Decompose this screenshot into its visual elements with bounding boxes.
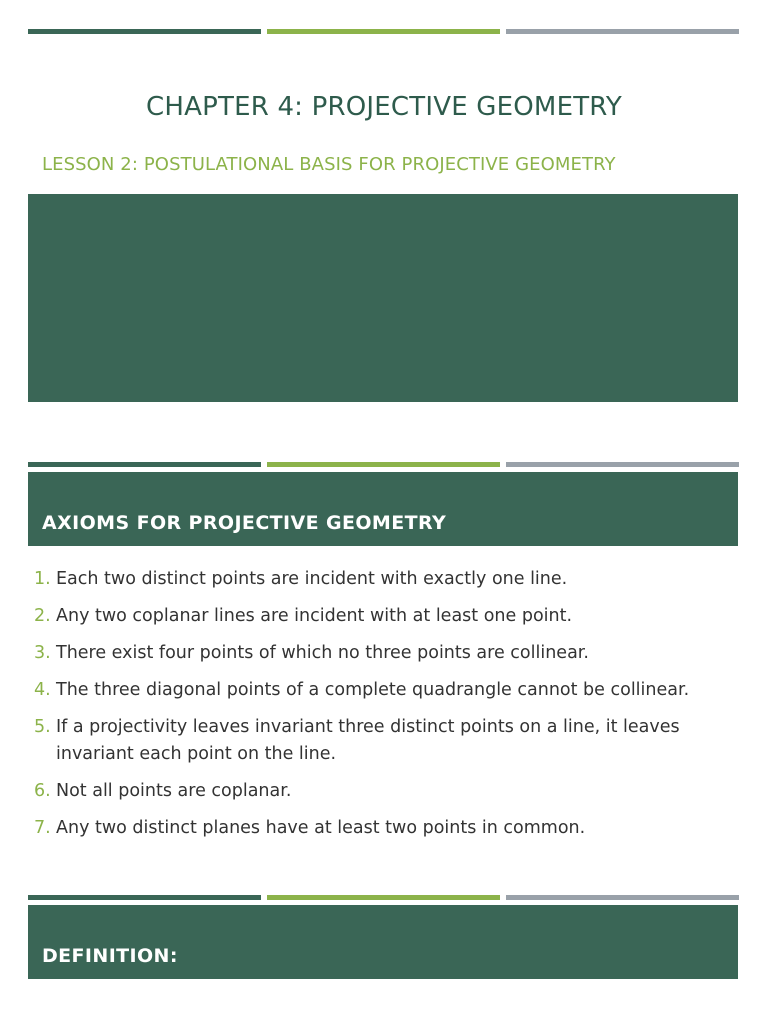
axioms-header-bar [28, 472, 738, 546]
slide-subtitle: LESSON 2: POSTULATIONAL BASIS FOR PROJECTIVE GEOMETRY [42, 154, 616, 175]
item-number: 1. [34, 569, 51, 589]
list-item [34, 778, 734, 805]
list-item [34, 677, 734, 704]
item-number: 3. [34, 643, 51, 663]
item-text: The three diagonal points of a complete quadrangle cannot be collinear. [56, 680, 690, 700]
item-text: Any two coplanar lines are incident with at least one point. [56, 606, 573, 626]
list-item [34, 566, 734, 593]
section-stripe-gray [506, 462, 739, 467]
section-stripe-green [267, 462, 500, 467]
item-text: If a projectivity leaves invariant three distinct points on a line, it leaves invariant each point on the line. [56, 717, 680, 764]
item-number: 5. [34, 717, 51, 737]
item-number: 2. [34, 606, 51, 626]
item-text: Each two distinct points are incident with exactly one line. [56, 569, 568, 589]
item-text: Any two distinct planes have at least two points in common. [56, 818, 586, 838]
definition-stripe-gray [506, 895, 739, 900]
definition-stripe-dark [28, 895, 261, 900]
slide-title: CHAPTER 4: PROJECTIVE GEOMETRY [146, 92, 622, 122]
definition-header-bar [28, 905, 738, 979]
list-item [34, 714, 734, 768]
item-number: 4. [34, 680, 51, 700]
list-item [34, 603, 734, 630]
top-stripe-green [267, 29, 500, 34]
axioms-list [34, 566, 734, 852]
list-item [34, 640, 734, 667]
top-stripe-dark [28, 29, 261, 34]
axioms-heading: AXIOMS FOR PROJECTIVE GEOMETRY [42, 512, 447, 534]
section-stripe-dark [28, 462, 261, 467]
item-number: 7. [34, 818, 51, 838]
definition-stripe-green [267, 895, 500, 900]
definition-heading: DEFINITION: [42, 945, 178, 967]
title-banner [28, 194, 738, 402]
list-item [34, 815, 734, 842]
item-number: 6. [34, 781, 51, 801]
item-text: Not all points are coplanar. [56, 781, 292, 801]
item-text: There exist four points of which no three points are collinear. [56, 643, 589, 663]
top-stripe-gray [506, 29, 739, 34]
